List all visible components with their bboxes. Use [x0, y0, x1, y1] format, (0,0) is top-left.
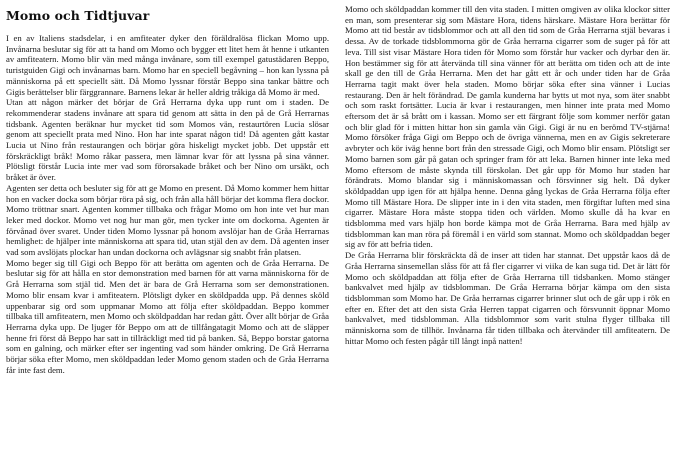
paragraph: Momo beger sig till Gigi och Beppo för att berätta om agenten och de Gråa Herrarna. De beslutar sig för att hålla en stor demonstration med barnen för att varna människorna för de Grå Herrarna som stjäl tid. Men det är bara de Grå Herrarna som ser demonstrationen. Momo blir ensam kvar i amfiteatern. Plötsligt dyker en sköldpadda upp. På dennes sköld uppenbarar sig ord som uppmanar Momo att följa efter sköldpaddan. Beppo kommer tillbaka till amfiteatern, men Momo och sköldpaddan har redan gått. Över allt börjar de Gråa Herrarna dyka upp. De ljuger för Beppo om att de tillfångatagit Momo och att de släpper henne fri först då Beppo har satt in tillräckligt med tid på banken. Så, Beppo borstar gatorna som en galning, och märker efter ser ingenting vad som händer omkring. De Grå Herrarna börjar söka efter Momo, men sköldpaddan leder Momo genom staden och de Gråa Herrarna får inte fast dem. [6, 257, 329, 375]
left-text-column [6, 33, 329, 451]
page-title: Momo och Tidtjuvar [6, 8, 150, 23]
right-text-column [345, 4, 670, 451]
paragraph: Utan att någon märker det börjar de Grå Herrarna dyka upp runt om i staden. De rekommenderar stadens invånare att spara tid genom att sätta in den på de Grå Herrarnas tidsbank. Agenten beräknar hur mycket tid som Momos vän, restaurtören Lucia slösar genom att speciellt prata med Nino. Hon har inte sparat någon tid! Då agenten gått kastar Lucia ut Nino från restaurangen och börjar göra hiskeligt mycket jobb. Det uppstår ett förskräckligt bråk! Momo råkar passera, men lämnar kvar för att lyssna på sina vänner. Plötsligt förstår Lucia inte mer vad som förorsakade bråket och ber Nino om ursäkt, och bråket är över. [6, 97, 329, 183]
paragraph: De Gråa Herrarna blir förskräckta då de inser att tiden har stannat. Det uppstår kaos då de Gråa Herrarna sinsemellan slåss för att få fler cigarrer vi viika de kan suga tid. Det är lätt för Momo och sköldpaddan att följa efter de Gråa Herrarna till tidsbanken. Momo stänger bankvalvet med hjälp av tidsblomman. De Gråa Herrarna börjar kämpa om den sista tidsblomman som Momo har. De Gråa herrarnas cigarrer brinner slut och de går upp i rök en efter en. Efter det att den sista Gråa Herren tappat cigarren och försvunnit öppnar Momo bankvalvet, med tidsblomman. Alla tidsblommor som varit stulna flyger tillbaka till människorna som de tillhör. Invånarna får tiden tillbaka och återvänder till amfiteatern. De hittar Momo och festen pågår till långt inpå natten! [345, 250, 670, 346]
paragraph: I en av Italiens stadsdelar, i en amfiteater dyker den föräldralösa flickan Momo upp. Invånarna beslutar sig för att ta hand om Momo och bygger ett litet hem åt henne i utkanten av amfiteatern. Momo blir vän med många invånare, som till exempel gatustädaren Beppo, turistguiden Gigi och invånarnas barn. Momo har en speciell begåvning – hon kan lyssna på människorna på ett speciellt sätt. Då Momo lyssnar förstår Beppo sina tankar bättre och Gigis berättelser blir färggrannare. Barnens lekar är heller aldrig tråkiga då Momo är med. [6, 33, 329, 97]
paragraph: Agenten ser detta och besluter sig för att ge Momo en present. Då Momo kommer hem hittar hon en vacker docka som börjar röra på sig, och från alla håll börjar det komma flera dockor. Momo tröttnar snart. Agenten kommer tillbaka och frågar Momo om hon inte vet hur man leker med dockor. Momo vet nog hur man gör, men tycker inte om dockorna. Agenten är förvånad över svaret. Under tiden Momo lyssnar på honom avslöjar han de Gråa Herrarnas hemlighet: de hjälper inte människorna att spara tid, utan stjäl den av dem. Då agenten inser vad som avslöjats plockar han undan dockorna och avlägsnar sig snabbt från platsen. [6, 182, 329, 258]
paragraph: Momo och sköldpaddan kommer till den vita staden. I mitten omgiven av olika klockor sitter en man, som presenterar sig som Mästare Hora, tidens härskare. Mästare Hora berättar för Momo att tid består av tidsblommor och att all den tid som de Gråa Herrarna stjäl bevaras i dessa. Av de torkade tidsblommorna gör de Gråa herrarna cigarrer som de suger på för att leva. Till sist visar Mästare Hora tiden för Momo som förstår hur vacker och dyrbar den är. Hon bestämmer sig för att återvända till sina vänner för att berätta om tiden och att de inte skall ge den till de Gråa Herrarna. Men det har gått ett år och under tiden har de Gråa Herrarna tagit makt över hela staden. Momo börjar söka efter sina vänner i Lucias restaurang. Den är helt förändrad. De gamla kunderna har bytts ut mot nya, som äter snabbt och som raskt fortsätter. Lucia är kvar i restaurangen, men hinner inte prata med Momo eftersom det är så brått om i kassan. Momo ser ett färgrant följe som kommer nerför gatan och blir glad för i mitten hittar hon sin gamla vän Gigi. Gigi är nu en berömd TV-stjärna! Momo försöker fråga Gigi om Beppo och de övriga vännerna, men en av Gigis sekreterare avbryter och kör iväg henne bort från den stressade Gigi, och Momo blir ensam. Plötsligt ser Momo barnen som går på gatan och springer fram för att leka. Barnen hinner inte leka med Momo eftersom de måste skynda till förskolan. Det går upp för Momo hur staden har förändrats. Momo blandar sig i människomassan och försvinner sig helt. Då dyker sköldpaddan upp igen för att hjälpa henne. Denna gång lyckas de Gråa Herrarna följa efter Momo till Mästare Hora. De slipper inte in i den vita staden, men förgiftar luften med sina cigarrer. Mästare Hora måste stoppa tiden och världen. Momo skulle då ha kvar en tidsblomma med vars hjälp hon borde kämpa mot de Gråa Herrarna. Bara med hjälp av tidsblomman kan man röra på föremål i en värld som stannat. Momo och sköldpaddan beger sig av för att befria tiden. [345, 4, 670, 250]
